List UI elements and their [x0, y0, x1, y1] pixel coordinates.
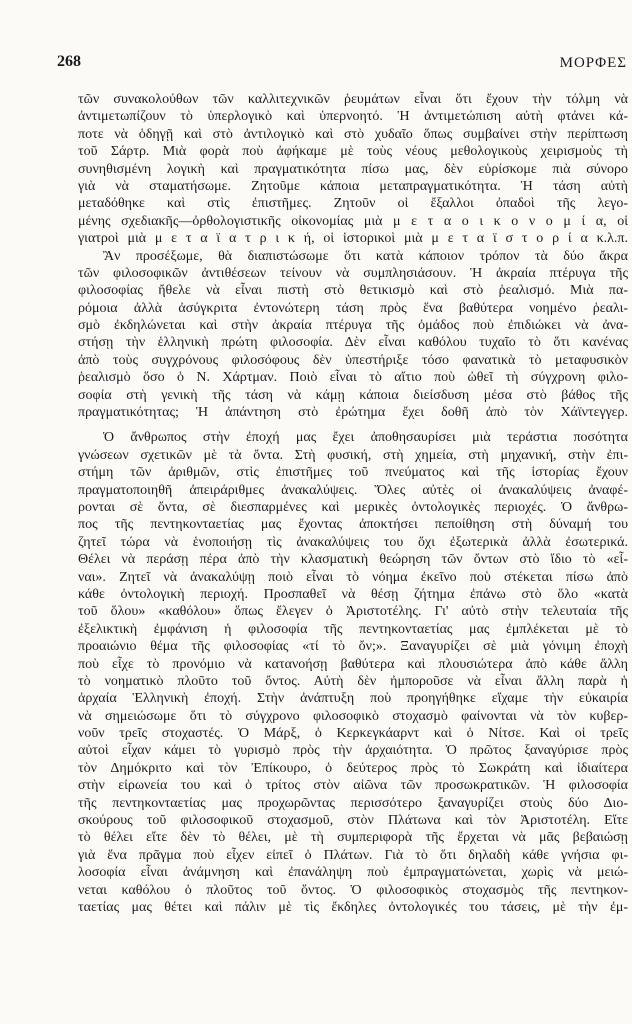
text-line: φιλοσοφίας ἤθελε νὰ εἶναι πιστὴ στὸ θετικισμὸ καὶ στὸ ῥεαλισμό. Μιὰ πα- — [78, 283, 628, 299]
paragraph — [78, 429, 628, 916]
text-line: Θέλει νὰ περάσῃ πέρα ἀπὸ τὴν κλασματικὴ θεώρηση τῶν ὄντων στὸ ἴδιο τὸ «εἶ- — [78, 552, 628, 568]
text-line: γιὰ ἕνα πρᾶγμα ποὺ εἶχεν εἰπεῖ ὁ Πλάτων. Γιὰ τὸ ὅτι δηλαδὴ κάθε γνήσια φι- — [78, 847, 628, 863]
text-line: ἀντιμετωπίζουν τὸ ὑπερλογικὸ καὶ ὑπερνοητό. Ἡ ἀντιμετώπιση αὐτὴ φτάνει κά- — [78, 109, 628, 125]
text-line: σμὸ ἐκδηλώνεται καὶ στὴν ἀκραία πτέρυγα τῆς ὁμάδος ποὺ ἐπιδιώκει νὰ ἀνα- — [78, 318, 628, 334]
text-line: τὸν Δημόκριτο καὶ τὸν Ἐπίκουρο, ὁ δεύτερος πρὸς τὸ Σωκράτη καὶ ἰδιαίτερα — [78, 760, 628, 776]
text-line: πραγματικότητας; Ἡ ἀπάντηση στὸ ἐρώτημα ἔχει δοθῆ ἀπὸ τὸν Χάϊντεγγερ. — [78, 405, 628, 421]
text-line: τῶν συνακολούθων τῶν καλλιτεχνικῶν ῥευμάτων εἶναι ὅτι ἔχουν τὴν τόλμη νὰ — [78, 92, 628, 107]
text-line: νεται καθόλου ὁ πλοῦτος τοῦ ὄντος. Ὁ φιλοσοφικὸς στοχασμὸς τῆς πεντηκον- — [78, 882, 628, 898]
text-line: νὰ σημειώσωμε ὅτι τὸ σύγχρονο φιλοσοφικὸ στοχασμὸ φαίνονται νὰ τὸν κυβερ- — [78, 708, 628, 724]
page-number: 268 — [57, 53, 81, 70]
text-line: στὴν εἰρωνεία του καὶ ὁ τρίτος στὸν αἰῶνα τῶν προσωκρατικῶν. Ἡ φιλοσοφία — [78, 778, 628, 794]
text-line: στήμη τῶν ἀριθμῶν, στὶς ἐπιστῆμες τοῦ πνεύματος καὶ τῆς ἱστορίας ἔχουν — [78, 465, 628, 481]
body-text — [78, 91, 628, 916]
text-line: πραγματοποιηθῆ ἀπειράριθμες ἀνακαλύψεις. Ὅλες αὐτὲς οἱ ἀνακαλύψεις ἀναφέ- — [78, 482, 628, 498]
text-line: σοφία στὴ γενικὴ τῆς τάση νὰ κάμῃ κάποια διείσδυση μέσα στὸ βάθος τῆς — [78, 387, 628, 403]
text-line: γιὰ νὰ σταματήσωμε. Ζητοῦμε κάποια μεταπραγματικότητα. Ἡ τάση αὐτὴ — [78, 178, 628, 194]
text-line: τῶν φιλοσοφικῶν ἀντιθέσεων τείνουν νὰ συμπλησιάσουν. Ἡ ἀκραία πτέρυγα τῆς — [78, 265, 628, 281]
text-line: προαιώνιο θέμα τῆς φιλοσοφίας «τί τὸ ὄν;». Ξαναγυρίζει σὲ μιὰ γόνιμη ἐποχὴ — [78, 639, 628, 655]
text-line: ρόμοια ἀλλὰ ἀσύγκριτα ἐντονώτερη τάση πρὸς ἕνα βαθύτερα νοημένο ῥεαλι- — [78, 300, 628, 316]
text-line: ταετίας μας θέτει καὶ πάλιν μὲ τὶς ἔκδηλες ὀντολογικές του τάσεις, μὲ τὴν ἐμ- — [78, 899, 628, 915]
text-line: ρονται σὲ ὄντα, σὲ διεσπαρμένες καὶ μερικὲς ὀντολογικὲς περιοχές. Ὁ ἄνθρω- — [78, 499, 628, 515]
text-line: σκούρους τοῦ φιλοσοφικοῦ στοχασμοῦ, στὸν Πλάτωνα καὶ τὸν Ἀριστοτέλη. Εἴτε — [78, 813, 628, 829]
text-line: τὸ θέλει εἴτε δὲν τὸ θέλει, μὲ τὴ συμπεριφορὰ τῆς ἔρχεται νὰ μᾶς βεβαιώσῃ — [78, 830, 628, 846]
text-line: ποὺ εἶχε τὸ προνόμιο νὰ κατανοήσῃ βαθύτερα καὶ πλουσιώτερα ἀπὸ κάθε ἄλλη — [78, 656, 628, 672]
running-title: ΜΟΡΦΕΣ — [559, 55, 627, 71]
text-line: ζητεῖ τώρα νὰ ἑνοποιήσῃ τὶς ἀνακαλύψεις του ὄχι ἐξωτερικὰ ἀλλὰ ἐσωτερικά. — [78, 534, 628, 550]
text-line: στήσῃ τὴν ἑλληνικὴ πρώτη φιλοσοφία. Δὲν εἶναι καθόλου τυχαῖο τὸ ὅτι κανένας — [78, 335, 628, 351]
text-line: λοσοφία εἶναι ἀνάμνηση καὶ ἐπανάληψη ποὺ ἐμπραγματώνεται, χωρὶς νὰ μειώ- — [78, 865, 628, 881]
text-line: ποτε νὰ ὁδηγῇ καὶ στὸ ἀντιλογικὸ καὶ στὸ χυδαῖο ὅπως συμβαίνει στὴν περίπτωση — [78, 126, 628, 142]
text-line: ἀρχαία Ἑλληνικὴ ἐποχή. Στὴν ἀνάπτυξη ποὺ προηγήθηκε εἴχαμε τὴν εὐκαιρία — [78, 691, 628, 707]
text-line: γνώσεων σχετικῶν μὲ τὰ ὄντα. Στὴ φυσική, στὴ χημεία, στὴ μηχανική, στὴν ἐπι- — [78, 447, 628, 463]
text-line: αὐτοὶ εἶχαν κάμει τὸ γυρισμὸ πρὸς τὴν ἀρχαιότητα. Ὁ πρῶτος ξαναγύρισε πρὸς — [78, 743, 628, 759]
text-line: ἀπὸ τοὺς συγχρόνους φιλοσόφους δὲν ὑπεστήριξε τόσο φανατικὰ τὸ μεταφυσικὸν — [78, 352, 628, 368]
text-line: ῥεαλισμὸ ὅσο ὁ Ν. Χάρτμαν. Ποιὸ εἶναι τὸ αἴτιο ποὺ ὠθεῖ τὴ σύγχρονη φιλο- — [78, 370, 628, 386]
text-line: Ὁ ἄνθρωπος στὴν ἐποχή μας ἔχει ἀποθησαυρίσει μιὰ τεράστια ποσότητα — [103, 430, 628, 446]
text-line: τοῦ Σάρτρ. Μιὰ φορὰ ποὺ ἀφήκαμε μὲ τοὺς νέους μεθολογικοὺς χειρισμοὺς τὴ — [78, 144, 628, 160]
text-line: Ἂν προσέξωμε, θὰ διαπιστώσωμε ὅτι κατὰ κάποιον τρόπον τὰ δύο ἄκρα — [103, 248, 628, 264]
text-line: μένης σχεδιακῆς—ὀρθολογιστικῆς οἰκονομίας μιὰ μ ε τ α ο ι κ ο ν ο μ ί α, οἱ — [78, 213, 628, 229]
text-line: τοῦ ὅλου» «καθόλου» ὅπως ἔλεγεν ὁ Ἀριστοτέλης. Γι' αὐτὸ στὴν τελευταία τῆς — [78, 604, 628, 620]
text-line: κάθε ὀντολογικὴ περιοχή. Προσπαθεῖ νὰ θέσῃ ζήτημα ἐπάνω στὸ ὅλο «κατὰ — [78, 586, 628, 602]
paragraph — [78, 248, 628, 422]
text-line: μεταδόθηκε καὶ στὶς ἐπιστῆμες. Ζητοῦν οἱ ἔξαλλοι ὀπαδοὶ τῆς λεγο- — [78, 196, 628, 212]
text-line: νοῦν τρεῖς στοχαστές. Ὁ Μάρξ, ὁ Κερκεγκάαρντ καὶ ὁ Νίτσε. Καὶ οἱ τρεῖς — [78, 726, 628, 742]
text-line: τὸ νοηματικὸ πλοῦτο τοῦ ὄντος. Αὐτὴ δὲν ἠμποροῦσε νὰ εἶναι ἄλλη παρὰ ἡ — [78, 673, 628, 689]
text-line: ἐξελικτικὴ ἐμφάνιση ἡ φιλοσοφία τῆς πεντηκονταετίας μας ἐμπλέκεται μὲ τὸ — [78, 621, 628, 637]
text-line: ναι». Ζητεῖ νὰ ἀνακαλύψῃ ποιὸ εἶναι τὸ νόημα ἐκεῖνο ποὺ στέκεται πίσω ἀπὸ — [78, 569, 628, 585]
text-line: τῆς πεντηκονταετίας μας προχωρῶντας περισσότερο ξαναγυρίζει στοὺς δύο Διο- — [78, 795, 628, 811]
text-line: γιατροὶ μιὰ μ ε τ α ϊ α τ ρ ι κ ή, οἱ ἱστορικοὶ μιὰ μ ε τ α ϊ σ τ ο ρ ί α κ.λ.π. — [78, 231, 628, 247]
text-line: συνηθισμένη λογικὴ καὶ πραγματικότητα πίσω μας, δὲν εὑρίσκομε πιὰ σύνορο — [78, 161, 628, 177]
paragraph — [78, 91, 628, 248]
text-line: πος τῆς πεντηκονταετίας μας ἔχοντας ἀποκτήσει πεποίθηση στὴ δύναμή του — [78, 517, 628, 533]
